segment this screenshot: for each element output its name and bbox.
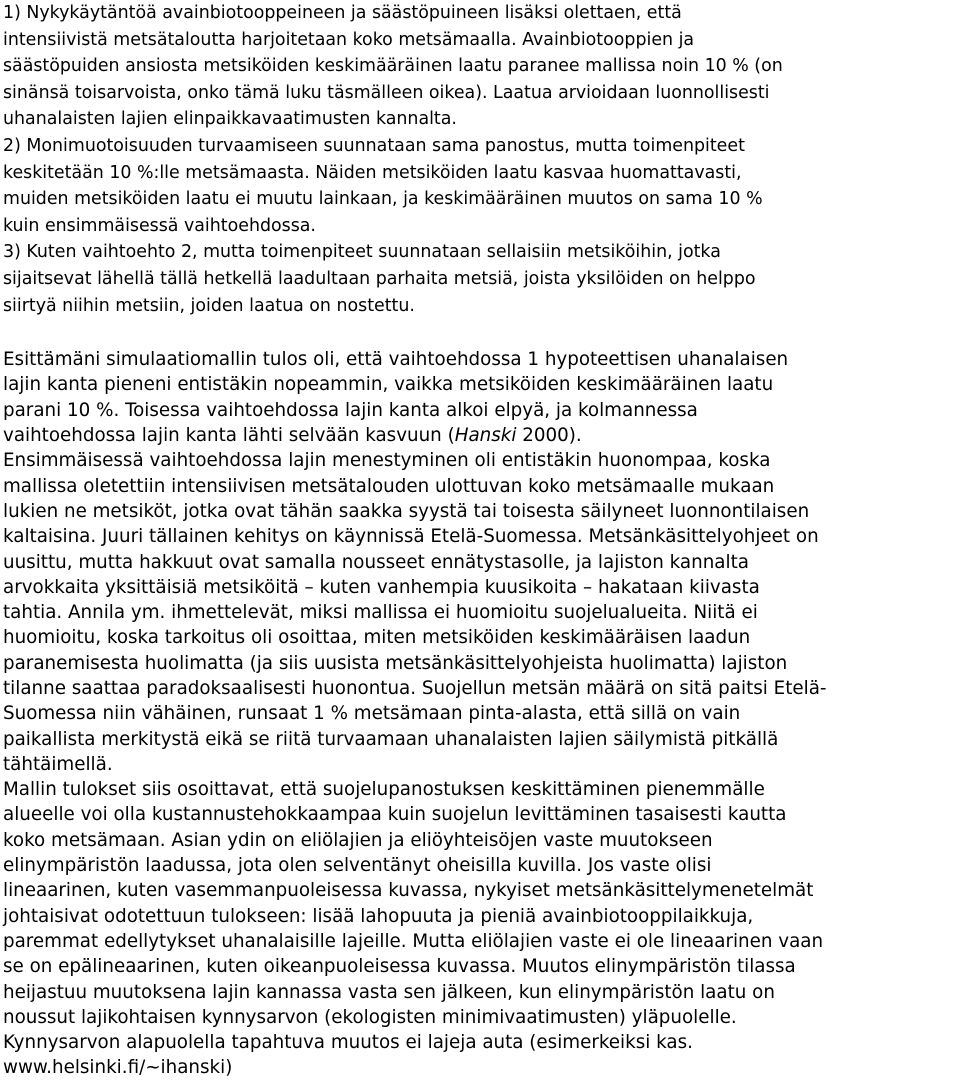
results-body [3,347,957,1081]
text-line: lukien ne metsiköt, jotka ovat tähän saakka syystä tai toisesta säilyneet luonnontilaisen [3,500,810,522]
text-line: tahtia. Annila ym. ihmettelevät, miksi mallissa ei huomioitu suojelualueita. Niitä ei [3,602,758,624]
text-line: 2) Monimuotoisuuden turvaamiseen suunnataan sama panostus, mutta toimenpiteet [3,135,745,156]
text-line: se on epälineaarinen, kuten oikeanpuoleisessa kuvassa. Muutos elinympäristön tilassa [3,956,796,978]
body-lines [3,448,957,1080]
text-line: tähtäimellä. [3,753,113,775]
text-line: alueelle voi olla kustannustehokkaampaa kuin suojelun levittäminen tasaisesti kautta [3,804,787,826]
text-line: säästöpuiden ansiosta metsiköiden keskimääräinen laatu paranee mallissa noin 10 % (on [3,56,783,77]
text-line: 3) Kuten vaihtoehto 2, mutta toimenpiteet suunnataan sellaisiin metsiköihin, jotka [3,242,721,263]
text-line: Suomessa niin vähäinen, runsaat 1 % metsämaan pinta-alasta, että sillä on vain [3,703,741,725]
option-1-paragraph [3,0,957,133]
citation-author: Hanski [454,425,517,447]
text-line: uusittu, mutta hakkuut ovat samalla nousseet ennätystasolle, ja lajiston kannalta [3,551,749,573]
text-line: keskitetään 10 %:lle metsämaasta. Näiden metsiköiden laatu kasvaa huomattavasti, [3,162,742,183]
text-line: Esittämäni simulaatiomallin tulos oli, että vaihtoehdossa 1 hypoteettisen uhanalaisen [3,349,789,371]
text-line: arvokkaita yksittäisiä metsiköitä – kuten vanhempia kuusikoita – hakataan kiivasta [3,576,760,598]
document-page [3,0,957,1081]
text-line: Kynnysarvon alapuolella tapahtuva muutos ei lajeja auta (esimerkeiksi kas. [3,1032,693,1054]
text-fragment: 2000). [516,425,582,447]
text-line: kuin ensimmäisessä vaihtoehdossa. [3,215,316,236]
text-line: sijaitsevat lähellä tällä hetkellä laadultaan parhaita metsiä, joista yksilöiden on helppo [3,268,756,289]
text-line: paremmat edellytykset uhanalaisille lajeille. Mutta eliölajien vaste ei ole lineaarinen vaan [3,930,824,952]
text-line: sinänsä toisarvoista, onko tämä luku täsmälleen oikea). Laatua arvioidaan luonnollisesti [3,82,770,103]
text-line: lajin kanta pieneni entistäkin nopeammin, vaikka metsiköiden keskimääräinen laatu [3,374,774,396]
text-line: parani 10 %. Toisessa vaihtoehdossa lajin kanta alkoi elpyä, ja kolmannessa [3,399,698,421]
text-line: Ensimmäisessä vaihtoehdossa lajin menestyminen oli entistäkin huonompaa, koska [3,450,771,472]
text-line: Mallin tulokset siis osoittavat, että suojelupanostuksen keskittäminen pienemmälle [3,779,765,801]
text-line: tilanne saattaa paradoksaalisesti huonontua. Suojellun metsän määrä on sitä paitsi Etelä- [3,677,827,699]
text-line: lineaarinen, kuten vasemmanpuoleisessa kuvassa, nykyiset metsänkäsittelymenetelmät [3,880,814,902]
option-3-paragraph [3,239,957,319]
text-line: koko metsämaan. Asian ydin on eliölajien ja eliöyhteisöjen vaste muutokseen [3,829,713,851]
text-line: 1) Nykykäytäntöä avainbiotooppeineen ja säästöpuineen lisäksi olettaen, että [3,3,682,23]
text-line: www.helsinki.fi/~ihanski) [3,1057,233,1079]
text-line: elinympäristön laadussa, jota olen selventänyt oheisilla kuvilla. Jos vaste olisi [3,855,712,877]
text-fragment: vaihtoehdossa lajin kanta lähti selvään kasvuun ( [3,425,455,447]
option-2-paragraph [3,133,957,239]
text-line: siirtyä niihin metsiin, joiden laatua on nostettu. [3,295,415,316]
text-line: noussut lajikohtaisen kynnysarvon (ekologisten minimivaatimusten) yläpuolelle. [3,1006,737,1028]
text-line: mallissa oletettiin intensiivisen metsätalouden ulottuvan koko metsämaalle mukaan [3,475,775,497]
text-line: johtaisivat odotettuun tulokseen: lisää lahopuuta ja pieniä avainbiotooppilaikkuja, [3,905,754,927]
text-line: paranemisesta huolimatta (ja siis uusista metsänkäsittelyohjeista huolimatta) lajiston [3,652,788,674]
text-line: uhanalaisten lajien elinpaikkavaatimusten kannalta. [3,109,457,130]
text-line: paikallista merkitystä eikä se riitä turvaamaan uhanalaisten lajien säilymistä pitkällä [3,728,779,750]
text-line: kaltaisina. Juuri tällainen kehitys on käynnissä Etelä-Suomessa. Metsänkäsittelyohjeet on [3,526,819,548]
text-line: intensiivistä metsätaloutta harjoitetaan koko metsämaalla. Avainbiotooppien ja [3,29,695,50]
text-line: huomioitu, koska tarkoitus oli osoittaa, miten metsiköiden keskimääräisen laadun [3,627,751,649]
citation-line [3,423,957,448]
paragraph-gap [3,319,957,347]
text-line: heijastuu muutoksena lajin kannassa vasta sen jälkeen, kun elinympäristön laatu on [3,981,775,1003]
text-line: muiden metsiköiden laatu ei muutu lainkaan, ja keskimääräinen muutos on sama 10 % [3,189,763,210]
